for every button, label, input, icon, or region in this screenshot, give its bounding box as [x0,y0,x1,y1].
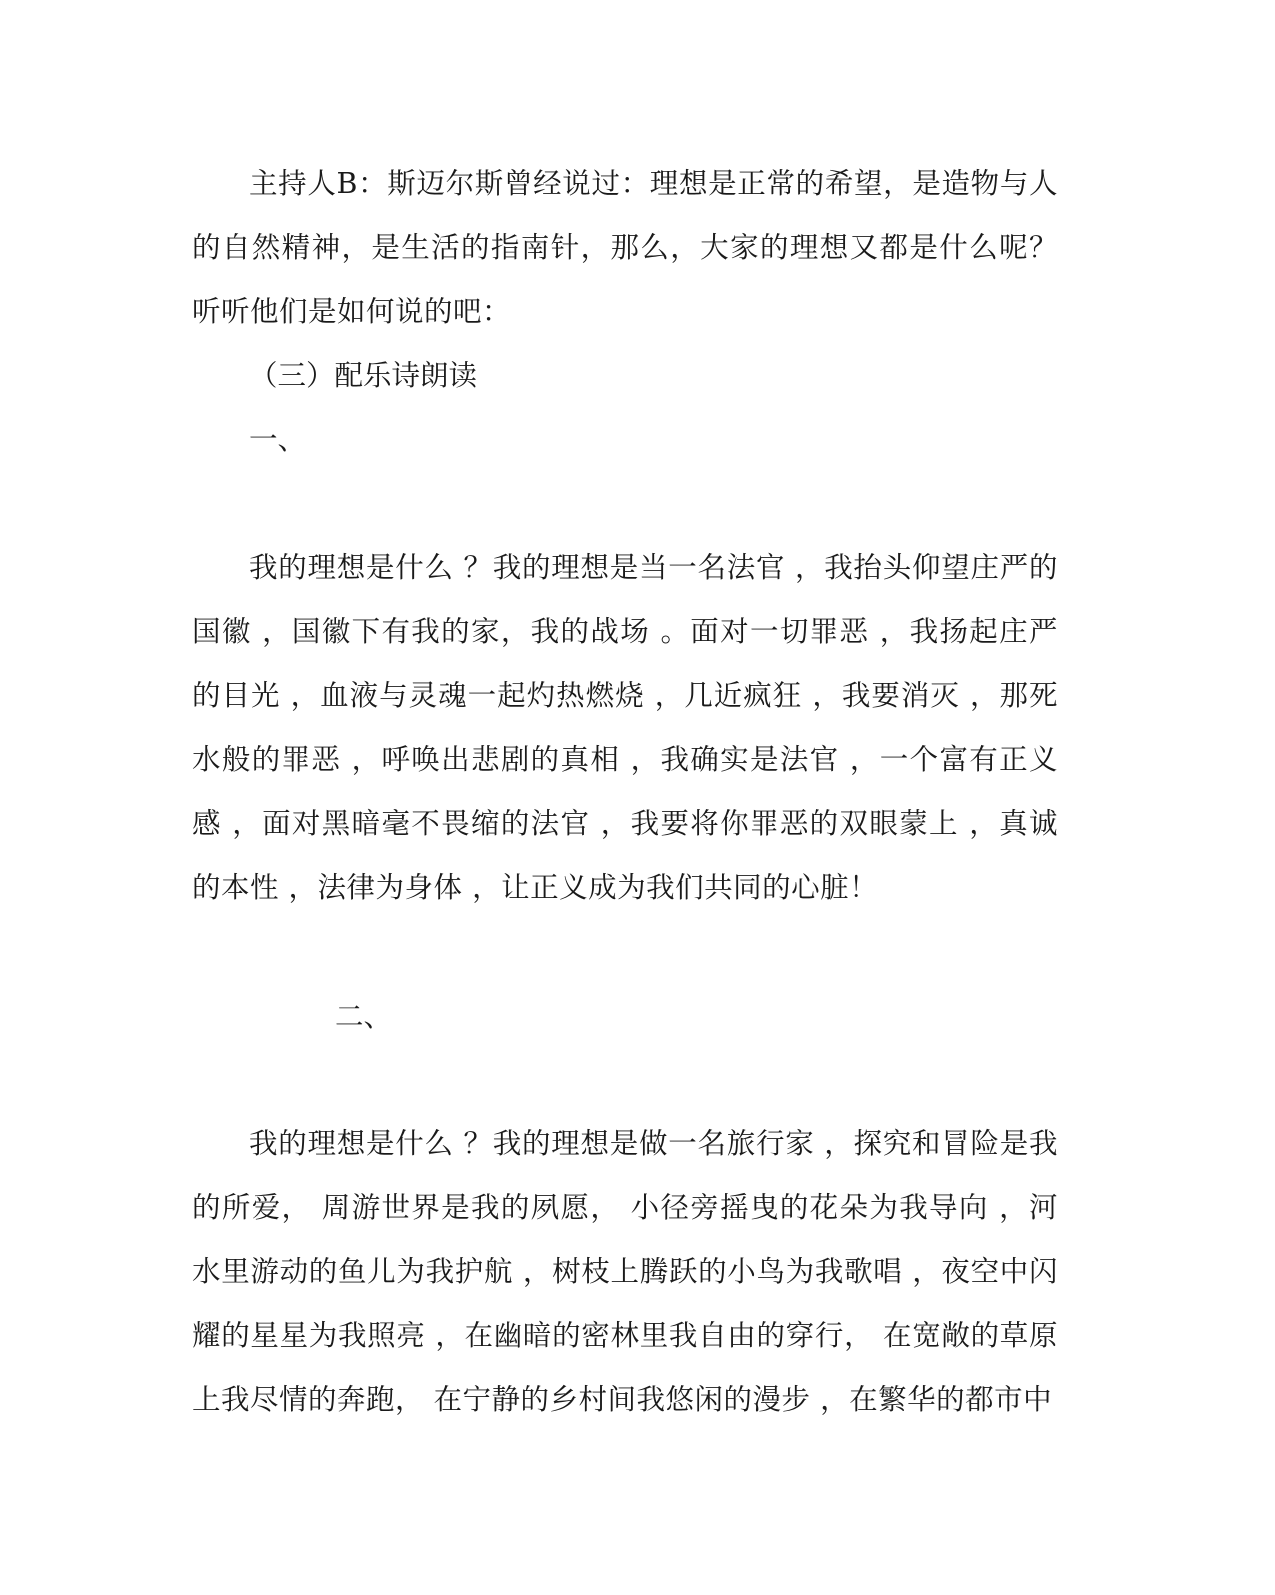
poem-one-number: 一、 [249,423,307,456]
section-heading: （三）配乐诗朗读 [249,359,478,392]
poem-two-number: 二、 [335,1000,393,1033]
poem-two-paragraph: 我的理想是什么 ？我的理想是做一名旅行家 ，探究和冒险是我的所爱， 周游世界是我的夙愿， 小径旁摇曳的花朵为我导向 ，河水里游动的鱼儿为我护航 ，树枝上腾跃的小鸟为我歌唱 ，夜空中闪耀的星星为我照亮 ，在幽暗的密林里我自由的穿行， 在宽敞的草原上我尽情的奔跑， 在宁静的乡村间我悠闲的漫步 ，在繁华的都市中 [192,1127,1058,1416]
host-paragraph: 主持人B：斯迈尔斯曾经说过：理想是正常的希望，是造物与人的自然精神，是生活的指南针，那么，大家的理想又都是什么呢？听听他们是如何说的吧： [192,167,1058,328]
poem-one-paragraph: 我的理想是什么 ？我的理想是当一名法官 ，我抬头仰望庄严的国徽 ，国徽下有我的家，我的战场 。面对一切罪恶 ，我扬起庄严的目光 ，血液与灵魂一起灼热燃烧 ，几近疯狂 ，我要消灭 ，那死水般的罪恶 ，呼唤出悲剧的真相 ，我确实是法官 ，一个富有正义感 ，面对黑暗毫不畏缩的法官 ，我要将你罪恶的双眼蒙上 ，真诚的本性 ，法律为身体 ，让正义成为我们共同的心脏！ [192,551,1058,904]
